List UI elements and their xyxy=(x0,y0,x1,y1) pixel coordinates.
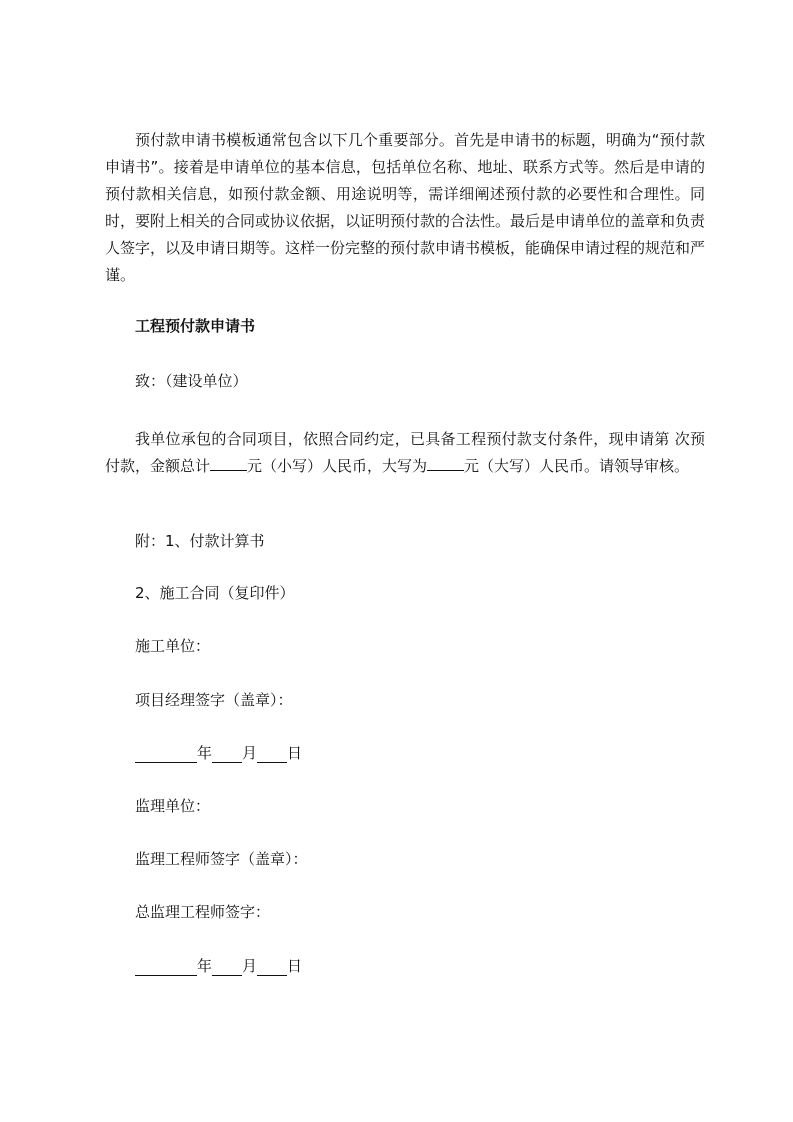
year-blank xyxy=(135,961,197,976)
supervisor-date-line xyxy=(135,956,302,976)
amount-upper-blank xyxy=(427,456,464,471)
year-blank xyxy=(135,748,197,763)
supervisor-label: 监理单位： xyxy=(135,797,211,815)
day-label: 日 xyxy=(287,744,303,762)
year-label: 年 xyxy=(197,957,213,975)
month-blank xyxy=(212,961,242,976)
attachment-2: 2、施工合同（复印件） xyxy=(135,584,295,602)
body-text-1: 我单位承包的合同项目，依照合同约定，已具备工程预付款支付条件，现申请第 次预付款，金额总计 xyxy=(105,430,705,475)
contractor-label: 施工单位： xyxy=(135,637,211,655)
contractor-date-line xyxy=(135,743,302,763)
project-manager-sign-label: 项目经理签字（盖章）： xyxy=(135,691,293,709)
year-label: 年 xyxy=(197,744,213,762)
body-text-3: 元（大写）人民币。请领导审核。 xyxy=(464,457,690,475)
attachment-1: 附：1、付款计算书 xyxy=(135,532,265,550)
day-label: 日 xyxy=(287,957,303,975)
day-blank xyxy=(257,961,287,976)
day-blank xyxy=(257,748,287,763)
document-title: 工程预付款申请书 xyxy=(135,317,256,335)
addressee-line: 致：（建设单位） xyxy=(135,372,248,390)
amount-lower-blank xyxy=(210,456,247,471)
month-blank xyxy=(212,748,242,763)
application-body xyxy=(105,426,705,480)
chief-engineer-sign-label: 总监理工程师签字： xyxy=(135,903,271,921)
engineer-sign-label: 监理工程师签字（盖章）： xyxy=(135,850,308,868)
body-text-2: 元（小写）人民币，大写为 xyxy=(247,457,428,475)
month-label: 月 xyxy=(242,957,258,975)
intro-paragraph: 预付款申请书模板通常包含以下几个重要部分。首先是申请书的标题，明确为“预付款申请书”。接着是申请单位的基本信息，包括单位名称、地址、联系方式等。然后是申请的预付款相关信息，如预付款金额、用途说明等，需详细阐述预付款的必要性和合理性。同时，要附上相关的合同或协议依据，以证明预付款的合法性。最后是申请单位的盖章和负责人签字，以及申请日期等。这样一份完整的预付款申请书模板，能确保申请过程的规范和严谨。 xyxy=(105,131,706,284)
month-label: 月 xyxy=(242,744,258,762)
